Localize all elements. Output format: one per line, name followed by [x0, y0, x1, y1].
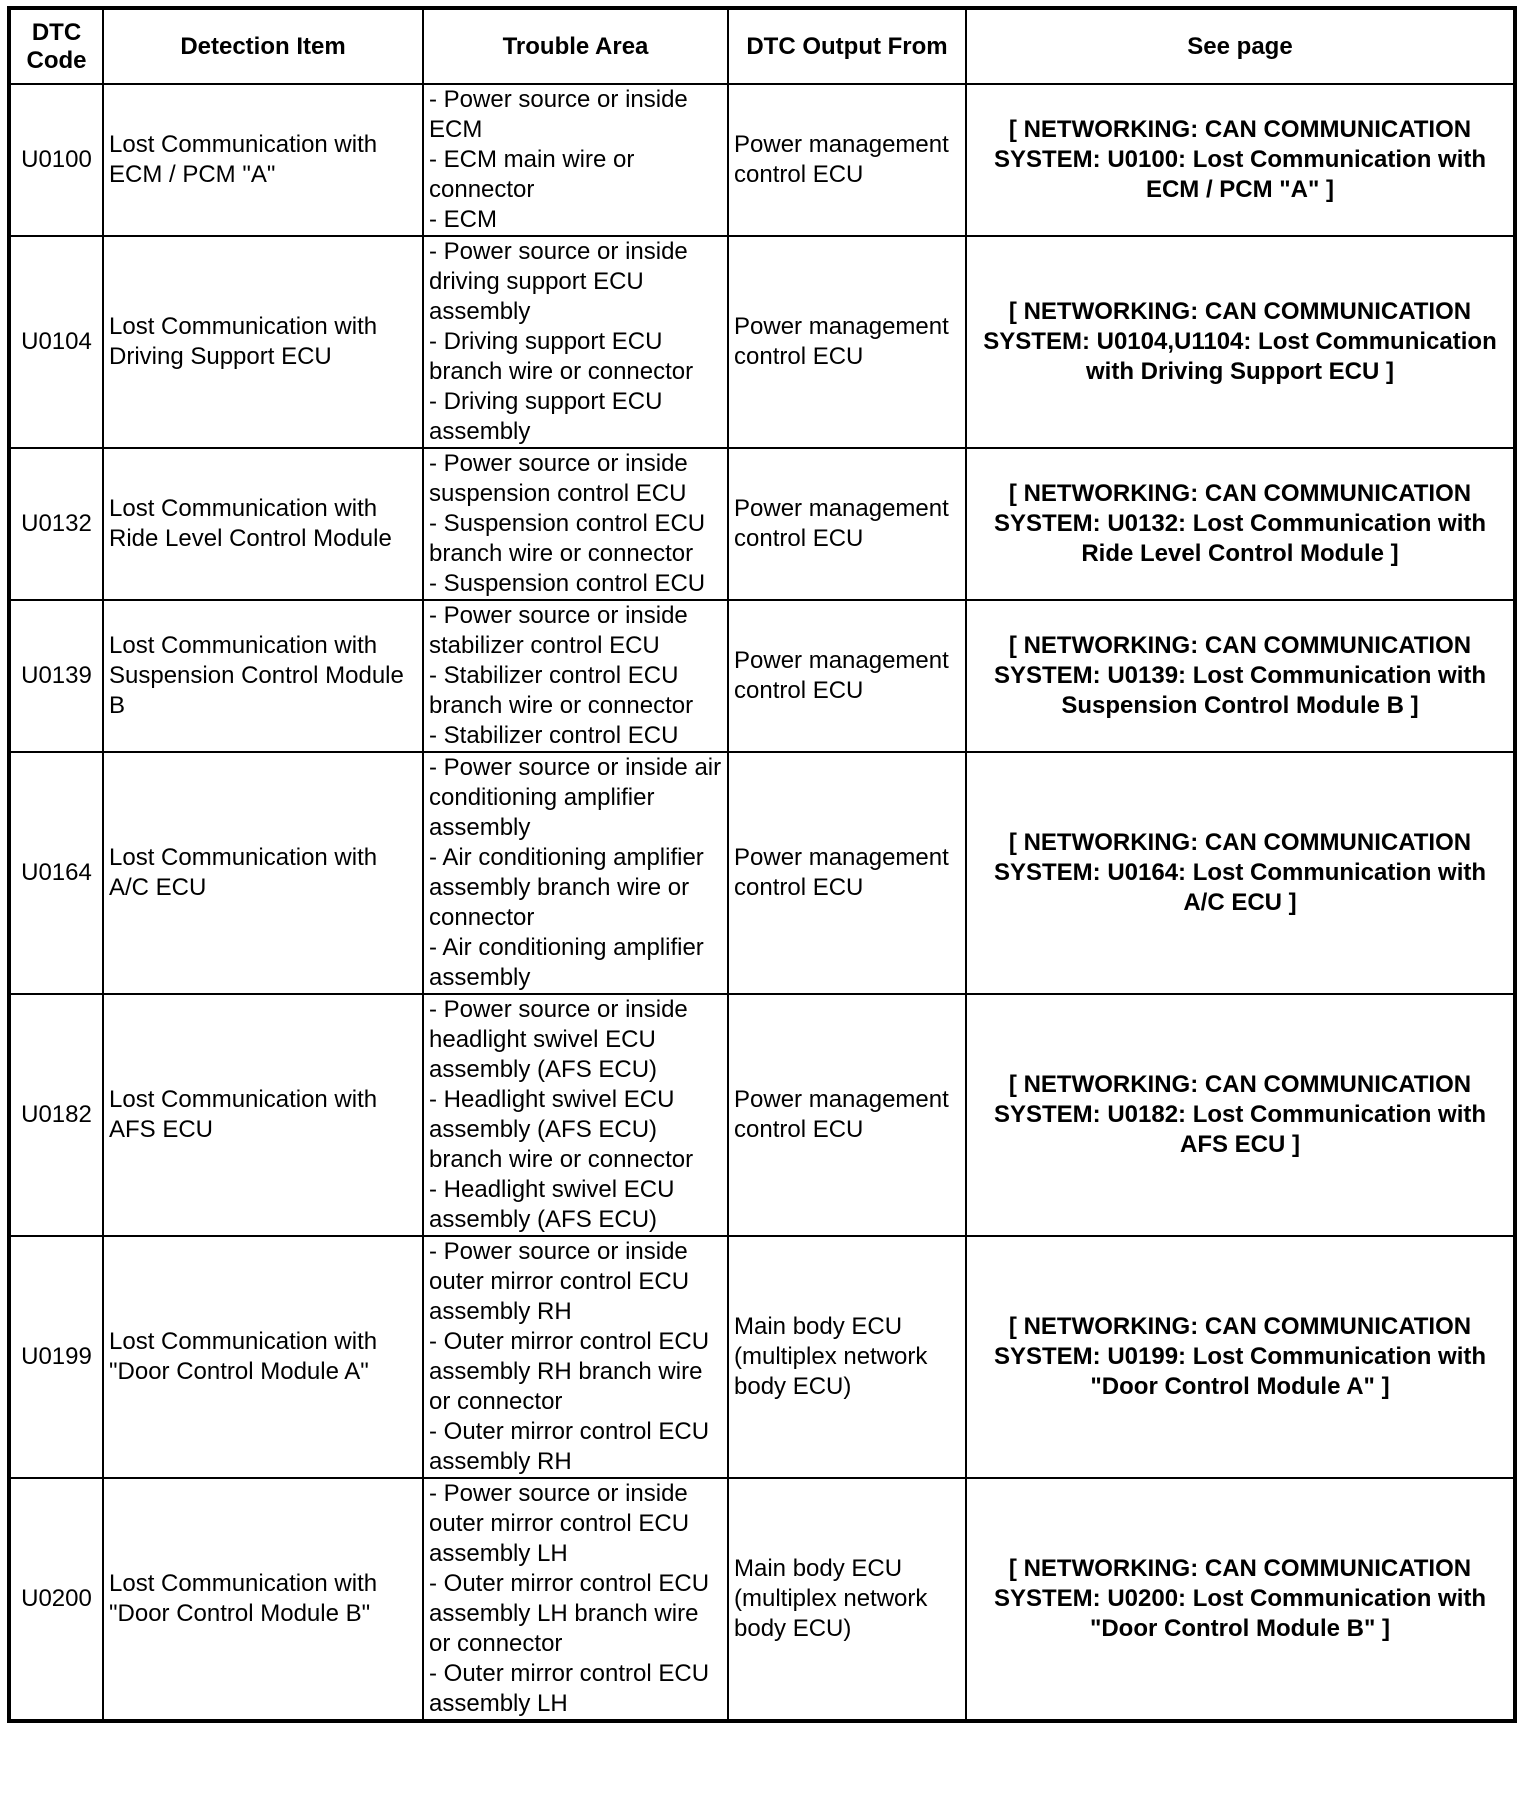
dtc-code-cell: U0132 [9, 448, 103, 600]
dtc-code-cell: U0199 [9, 1236, 103, 1478]
table-row [9, 448, 1515, 600]
dtc-output-cell: Power management control ECU [728, 994, 966, 1236]
see-page-link[interactable]: [ NETWORKING: CAN COMMUNICATION SYSTEM: U0164: Lost Communication with A/C ECU ] [966, 752, 1515, 994]
table-row [9, 1478, 1515, 1721]
header-dtc-code: DTC Code [9, 8, 103, 84]
detection-item-cell: Lost Communication with Ride Level Control Module [103, 448, 423, 600]
see-page-link[interactable]: [ NETWORKING: CAN COMMUNICATION SYSTEM: U0200: Lost Communication with "Door Control Module B" ] [966, 1478, 1515, 1721]
table-row [9, 600, 1515, 752]
trouble-area-cell: - Power source or inside headlight swivel ECU assembly (AFS ECU) - Headlight swivel ECU assembly (AFS ECU) branch wire or connector - Headlight swivel ECU assembly (AFS ECU) [423, 994, 728, 1236]
detection-item-cell: Lost Communication with "Door Control Module A" [103, 1236, 423, 1478]
see-page-link[interactable]: [ NETWORKING: CAN COMMUNICATION SYSTEM: U0139: Lost Communication with Suspension Control Module B ] [966, 600, 1515, 752]
trouble-area-cell: - Power source or inside outer mirror control ECU assembly LH - Outer mirror control ECU assembly LH branch wire or connector - Outer mirror control ECU assembly LH [423, 1478, 728, 1721]
header-dtc-output-from: DTC Output From [728, 8, 966, 84]
trouble-area-cell: - Power source or inside ECM - ECM main wire or connector - ECM [423, 84, 728, 236]
trouble-area-cell: - Power source or inside air conditioning amplifier assembly - Air conditioning amplifier assembly branch wire or connector - Air conditioning amplifier assembly [423, 752, 728, 994]
see-page-link[interactable]: [ NETWORKING: CAN COMMUNICATION SYSTEM: U0199: Lost Communication with "Door Control Module A" ] [966, 1236, 1515, 1478]
table-row [9, 1236, 1515, 1478]
see-page-link[interactable]: [ NETWORKING: CAN COMMUNICATION SYSTEM: U0100: Lost Communication with ECM / PCM "A" ] [966, 84, 1515, 236]
dtc-code-cell: U0182 [9, 994, 103, 1236]
dtc-code-cell: U0104 [9, 236, 103, 448]
dtc-output-cell: Power management control ECU [728, 84, 966, 236]
table-row [9, 752, 1515, 994]
trouble-area-cell: - Power source or inside suspension control ECU - Suspension control ECU branch wire or connector - Suspension control ECU [423, 448, 728, 600]
dtc-output-cell: Main body ECU (multiplex network body ECU) [728, 1478, 966, 1721]
detection-item-cell: Lost Communication with "Door Control Module B" [103, 1478, 423, 1721]
see-page-link[interactable]: [ NETWORKING: CAN COMMUNICATION SYSTEM: U0182: Lost Communication with AFS ECU ] [966, 994, 1515, 1236]
detection-item-cell: Lost Communication with A/C ECU [103, 752, 423, 994]
dtc-code-cell: U0139 [9, 600, 103, 752]
dtc-output-cell: Power management control ECU [728, 448, 966, 600]
table-row [9, 236, 1515, 448]
dtc-code-cell: U0100 [9, 84, 103, 236]
trouble-area-cell: - Power source or inside driving support ECU assembly - Driving support ECU branch wire or connector - Driving support ECU assembly [423, 236, 728, 448]
header-detection-item: Detection Item [103, 8, 423, 84]
trouble-area-cell: - Power source or inside outer mirror control ECU assembly RH - Outer mirror control ECU assembly RH branch wire or connector - Outer mirror control ECU assembly RH [423, 1236, 728, 1478]
dtc-output-cell: Power management control ECU [728, 600, 966, 752]
dtc-output-cell: Main body ECU (multiplex network body ECU) [728, 1236, 966, 1478]
header-see-page: See page [966, 8, 1515, 84]
header-row [9, 8, 1515, 84]
dtc-code-cell: U0164 [9, 752, 103, 994]
dtc-table [7, 6, 1517, 1723]
dtc-output-cell: Power management control ECU [728, 236, 966, 448]
header-trouble-area: Trouble Area [423, 8, 728, 84]
see-page-link[interactable]: [ NETWORKING: CAN COMMUNICATION SYSTEM: U0132: Lost Communication with Ride Level Control Module ] [966, 448, 1515, 600]
detection-item-cell: Lost Communication with ECM / PCM "A" [103, 84, 423, 236]
detection-item-cell: Lost Communication with Suspension Control Module B [103, 600, 423, 752]
detection-item-cell: Lost Communication with AFS ECU [103, 994, 423, 1236]
see-page-link[interactable]: [ NETWORKING: CAN COMMUNICATION SYSTEM: U0104,U1104: Lost Communication with Driving Support ECU ] [966, 236, 1515, 448]
dtc-output-cell: Power management control ECU [728, 752, 966, 994]
dtc-code-cell: U0200 [9, 1478, 103, 1721]
detection-item-cell: Lost Communication with Driving Support ECU [103, 236, 423, 448]
trouble-area-cell: - Power source or inside stabilizer control ECU - Stabilizer control ECU branch wire or connector - Stabilizer control ECU [423, 600, 728, 752]
table-row [9, 994, 1515, 1236]
table-row [9, 84, 1515, 236]
